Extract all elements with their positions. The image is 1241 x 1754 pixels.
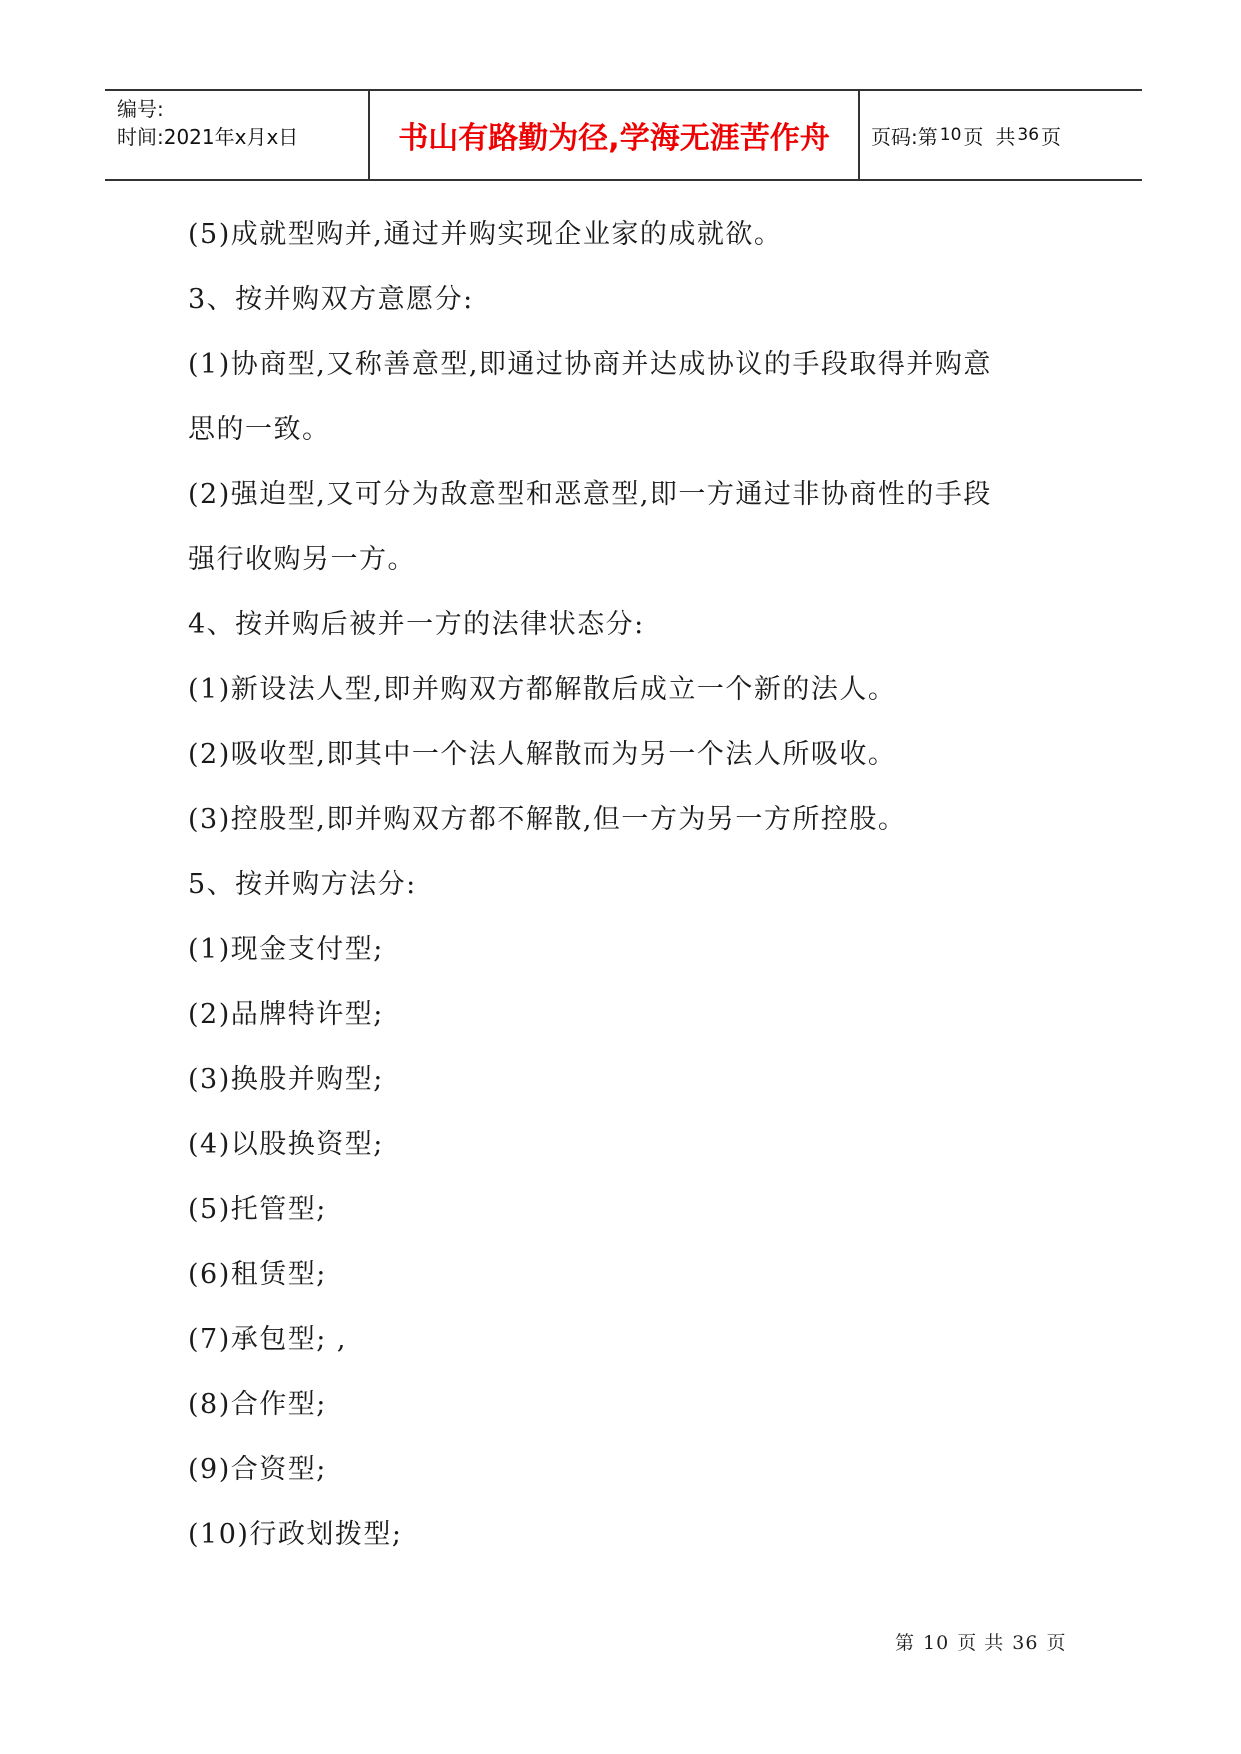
paragraph: (3)换股并购型; [188, 1064, 384, 1095]
paragraph: (6)租赁型; [188, 1259, 327, 1290]
page-current: 10 [939, 125, 962, 145]
paragraph: (9)合资型; [188, 1454, 327, 1485]
paragraph: (10)行政划拨型; [188, 1519, 403, 1550]
paragraph: (1)协商型,又称善意型,即通过协商并达成协议的手段取得并购意 [188, 349, 992, 380]
document-body [188, 217, 1088, 1582]
paragraph: (2)吸收型,即其中一个法人解散而为另一个法人所吸收。 [188, 739, 897, 770]
paragraph: 4、按并购后被并一方的法律状态分: [188, 609, 645, 640]
page-suffix: 页 [1041, 124, 1062, 149]
header-meta [117, 95, 298, 151]
paragraph: (2)品牌特许型; [188, 999, 384, 1030]
footer-total-pages: 36 [1012, 1632, 1039, 1654]
document-number-label: 编号: [117, 97, 164, 121]
paragraph: 思的一致。 [188, 414, 331, 445]
page-footer [895, 1628, 1066, 1655]
footer-suffix: 页 [1046, 1632, 1067, 1654]
footer-prefix: 第 [895, 1632, 916, 1654]
page-total-prefix: 共 [995, 124, 1016, 149]
paragraph: (3)控股型,即并购双方都不解散,但一方为另一方所控股。 [188, 804, 907, 835]
paragraph: (7)承包型; , [188, 1324, 348, 1355]
header-divider [858, 91, 860, 179]
header-page-indicator [871, 91, 1061, 179]
paragraph: 3、按并购双方意愿分: [188, 284, 474, 315]
footer-current-page: 10 [923, 1632, 950, 1654]
document-time-label: 时间:2021年x月x日 [117, 125, 299, 149]
paragraph: (1)新设法人型,即并购双方都解散后成立一个新的法人。 [188, 674, 897, 705]
paragraph: (4)以股换资型; [188, 1129, 384, 1160]
page-header [105, 89, 1142, 181]
page-total: 36 [1017, 125, 1040, 145]
footer-mid: 页 共 [957, 1632, 1005, 1654]
page-mid: 页 [963, 124, 984, 149]
paragraph: 5、按并购方法分: [188, 869, 417, 900]
paragraph: (5)成就型购并,通过并购实现企业家的成就欲。 [188, 219, 783, 250]
paragraph: (1)现金支付型; [188, 934, 384, 965]
paragraph: (5)托管型; [188, 1194, 327, 1225]
paragraph: (2)强迫型,又可分为敌意型和恶意型,即一方通过非协商性的手段 [188, 479, 992, 510]
header-motto: 书山有路勤为径,学海无涯苦作舟 [398, 121, 830, 156]
paragraph: 强行收购另一方。 [188, 544, 416, 575]
page-prefix: 页码:第 [871, 124, 938, 149]
paragraph: (8)合作型; [188, 1389, 327, 1420]
